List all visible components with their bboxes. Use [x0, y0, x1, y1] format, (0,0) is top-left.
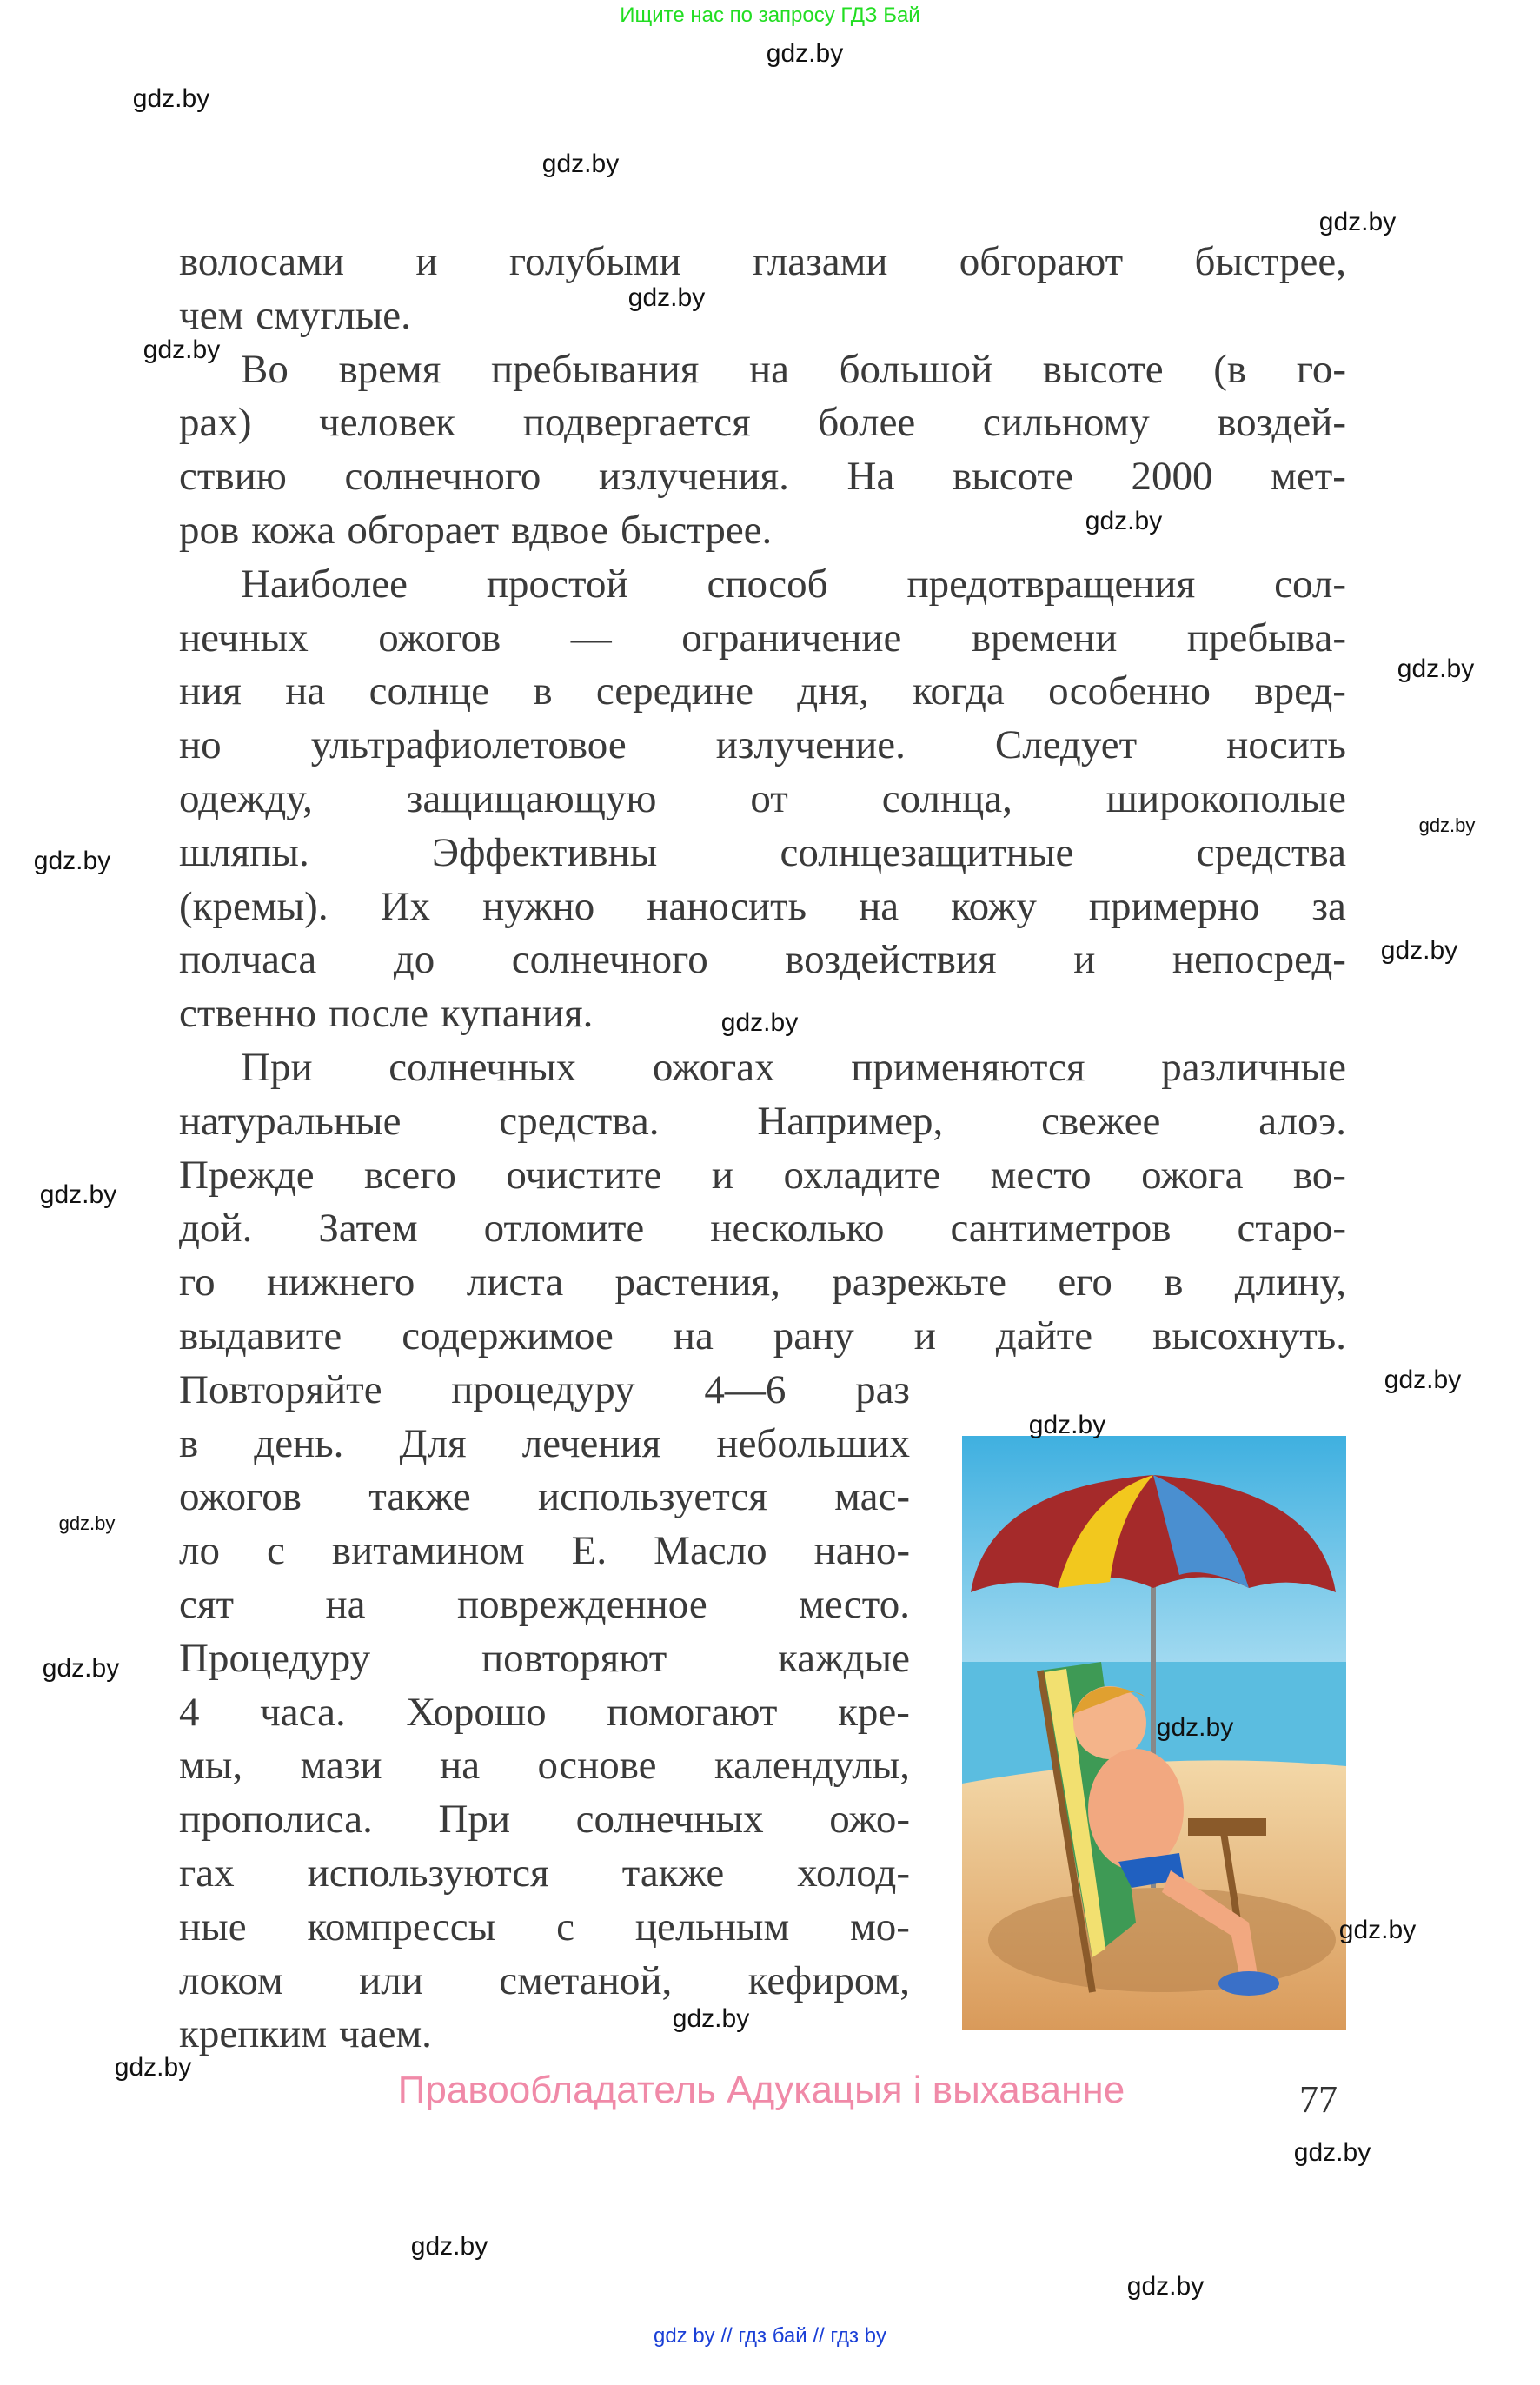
text-line	[179, 829, 1346, 876]
watermark: gdz.by	[1338, 1916, 1417, 1944]
beach-illustration	[962, 1436, 1346, 2030]
watermark: gdz.by	[132, 84, 210, 113]
rights-holder-footer: Правообладатель Адукацыя і выхаванне	[397, 2069, 1125, 2111]
text-line	[241, 561, 1346, 608]
watermark: gdz.by	[1156, 1713, 1234, 1742]
text-line	[179, 668, 1346, 714]
text-line	[179, 1850, 910, 1897]
text-line	[179, 1903, 910, 1950]
text-line-words: мы, мази на основе календулы,	[179, 1743, 910, 1789]
text-line-words: Процедуру повторяют каждые	[179, 1635, 910, 1681]
text-line	[179, 721, 1346, 768]
text-line-words: Повторяйте процедуру 4—6 раз	[179, 1366, 910, 1412]
text-line-words: Наиболее простой способ предотвращения сол-	[241, 561, 1346, 607]
text-line	[179, 883, 1346, 930]
text-line	[179, 507, 1346, 554]
watermark: gdz.by	[410, 2232, 488, 2261]
site-links-footer[interactable]: gdz by // гдз бай // гдз by	[653, 2324, 887, 2348]
text-line	[179, 1742, 910, 1789]
text-line	[179, 1581, 910, 1628]
watermark: gdz.by	[1384, 1365, 1462, 1394]
text-line-words: прополиса. При солнечных ожо-	[179, 1797, 910, 1843]
watermark: gdz.by	[1380, 936, 1458, 965]
text-line-words: Прежде всего очистите и охладите место ожога во-	[179, 1152, 1346, 1198]
text-line	[241, 346, 1346, 393]
watermark: gdz.by	[1126, 2272, 1205, 2301]
text-line-words: нечных ожогов — ограничение времени пребыва-	[179, 615, 1346, 661]
text-line-words: ров кожа обгорает вдвое быстрее.	[179, 508, 773, 553]
watermark: gdz.by	[143, 335, 221, 364]
text-line	[179, 453, 1346, 500]
text-line	[179, 1635, 910, 1682]
text-line-words: выдавите содержимое на рану и дайте высохнуть.	[179, 1313, 1346, 1359]
text-line	[179, 615, 1346, 661]
text-line	[179, 1957, 910, 2004]
watermark: gdz.by	[114, 2053, 192, 2082]
text-line-words: Во время пребывания на большой высоте (в го-	[241, 346, 1346, 392]
text-line-words: рах) человек подвергается более сильному воздей-	[179, 400, 1346, 446]
search-banner[interactable]: Ищите нас по запросу ГДЗ Бай	[620, 3, 920, 27]
text-line-words: шляпы. Эффективны солнцезащитные средства	[179, 829, 1346, 875]
page-number: 77	[1299, 2078, 1338, 2121]
watermark: gdz.by	[1293, 2138, 1371, 2167]
text-line-words: ния на солнце в середине дня, когда особенно вред-	[179, 668, 1346, 714]
watermark: gdz.by	[627, 283, 706, 312]
text-line	[179, 1152, 1346, 1199]
watermark: gdz.by	[58, 1512, 116, 1534]
watermark: gdz.by	[42, 1654, 120, 1683]
watermark: gdz.by	[766, 39, 844, 68]
text-line-words: ожогов также используется мас-	[179, 1474, 910, 1520]
text-line-words: полчаса до солнечного воздействия и непосред-	[179, 937, 1346, 983]
text-line-words: При солнечных ожогах применяются различные	[241, 1045, 1346, 1090]
text-line-words: сят на поврежденное место.	[179, 1582, 910, 1627]
text-line	[179, 2010, 910, 2057]
text-line-words: го нижнего листа растения, разрежьте его в длину,	[179, 1259, 1346, 1305]
watermark: gdz.by	[1397, 654, 1475, 683]
text-line-words: гах используются также холод-	[179, 1850, 910, 1896]
text-line	[179, 238, 1346, 285]
text-line-words: крепким чаем.	[179, 2011, 432, 2057]
text-line-words: волосами и голубыми глазами обгорают быстрее,	[179, 239, 1346, 284]
text-line-words: в день. Для лечения небольших	[179, 1420, 910, 1466]
watermark: gdz.by	[39, 1180, 117, 1209]
text-line	[179, 1259, 1346, 1305]
text-line-words: ные компрессы с цельным мо-	[179, 1903, 910, 1950]
watermark: gdz.by	[1028, 1411, 1106, 1439]
text-line	[179, 1098, 1346, 1145]
text-line	[179, 1796, 910, 1843]
text-line-words: натуральные средства. Например, свежее алоэ.	[179, 1098, 1346, 1144]
watermark: gdz.by	[720, 1008, 799, 1037]
watermark: gdz.by	[541, 149, 620, 178]
text-line-words: ло с витамином Е. Масло нано-	[179, 1528, 910, 1574]
text-line	[179, 399, 1346, 446]
watermark: gdz.by	[672, 2004, 750, 2033]
text-line	[179, 1689, 910, 1736]
text-line	[179, 292, 1346, 339]
watermark: gdz.by	[33, 847, 111, 875]
text-line-words: ствию солнечного излучения. На высоте 2000 мет-	[179, 454, 1346, 500]
text-line	[179, 775, 1346, 822]
text-line	[179, 936, 1346, 983]
text-line	[179, 1205, 1346, 1252]
watermark: gdz.by	[1085, 507, 1163, 535]
text-line-words: одежду, защищающую от солнца, широкополые	[179, 776, 1346, 821]
text-line	[179, 1366, 910, 1413]
text-line	[179, 1420, 910, 1467]
text-line-words: чем смуглые.	[179, 292, 411, 338]
text-line-words: локом или сметаной, кефиром,	[179, 1957, 910, 2003]
text-line	[179, 1473, 910, 1520]
text-line-words: но ультрафиолетовое излучение. Следует носить	[179, 722, 1346, 768]
text-line-words: 4 часа. Хорошо помогают кре-	[179, 1689, 910, 1735]
text-line-words: (кремы). Их нужно наносить на кожу примерно за	[179, 883, 1346, 929]
watermark: gdz.by	[1418, 814, 1476, 836]
text-line	[179, 1312, 1346, 1359]
text-line	[241, 1044, 1346, 1091]
text-line	[179, 1527, 910, 1574]
text-line-words: ственно после купания.	[179, 991, 594, 1037]
watermark: gdz.by	[1318, 208, 1397, 236]
text-line-words: дой. Затем отломите несколько сантиметров старо-	[179, 1206, 1346, 1252]
